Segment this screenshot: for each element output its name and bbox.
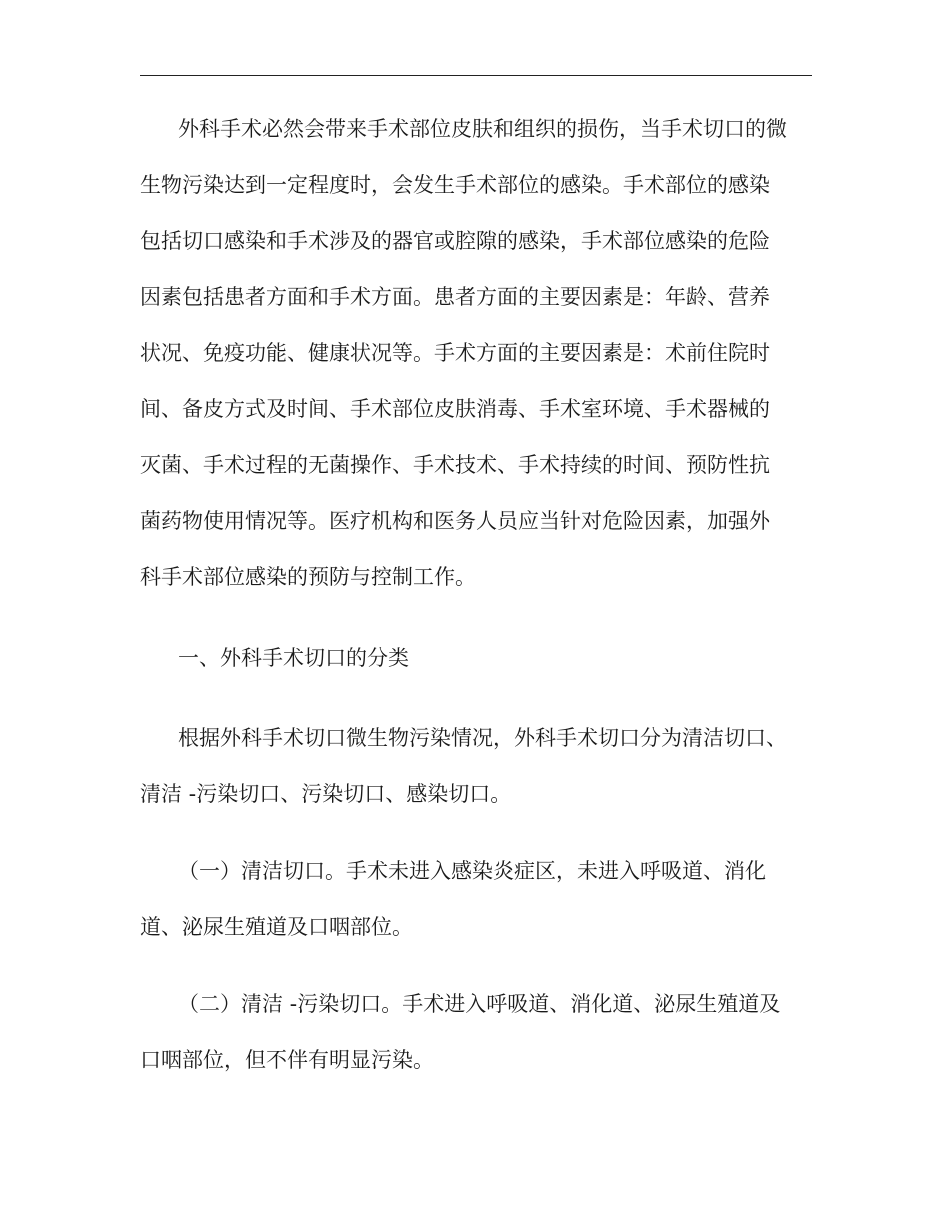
- classification-line-2: 清洁 -污染切口、污染切口、感染切口。: [140, 782, 512, 806]
- intro-line-5: 状况、免疫功能、健康状况等。手术方面的主要因素是：术前住院时: [140, 341, 770, 365]
- item-1-line-1: （一）清洁切口。手术未进入感染炎症区，未进入呼吸道、消化: [178, 859, 766, 883]
- item-2-line-2: 口咽部位，但不伴有明显污染。: [140, 1048, 434, 1072]
- intro-line-1: 外科手术必然会带来手术部位皮肤和组织的损伤，当手术切口的微: [178, 117, 787, 141]
- section-heading: 一、外科手术切口的分类: [178, 646, 409, 670]
- item-2-line-1: （二）清洁 -污染切口。手术进入呼吸道、消化道、泌尿生殖道及: [178, 992, 781, 1016]
- intro-line-4: 因素包括患者方面和手术方面。患者方面的主要因素是：年龄、营养: [140, 285, 770, 309]
- intro-line-7: 灭菌、手术过程的无菌操作、手术技术、手术持续的时间、预防性抗: [140, 453, 770, 477]
- classification-line-1: 根据外科手术切口微生物污染情况，外科手术切口分为清洁切口、: [178, 726, 787, 750]
- intro-line-3: 包括切口感染和手术涉及的器官或腔隙的感染，手术部位感染的危险: [140, 229, 770, 253]
- intro-line-8: 菌药物使用情况等。医疗机构和医务人员应当针对危险因素，加强外: [140, 509, 770, 533]
- item-1-line-2: 道、泌尿生殖道及口咽部位。: [140, 915, 413, 939]
- header-rule: [140, 75, 812, 76]
- intro-line-6: 间、备皮方式及时间、手术部位皮肤消毒、手术室环境、手术器械的: [140, 397, 770, 421]
- intro-line-9: 科手术部位感染的预防与控制工作。: [140, 565, 476, 589]
- intro-line-2: 生物污染达到一定程度时，会发生手术部位的感染。手术部位的感染: [140, 173, 770, 197]
